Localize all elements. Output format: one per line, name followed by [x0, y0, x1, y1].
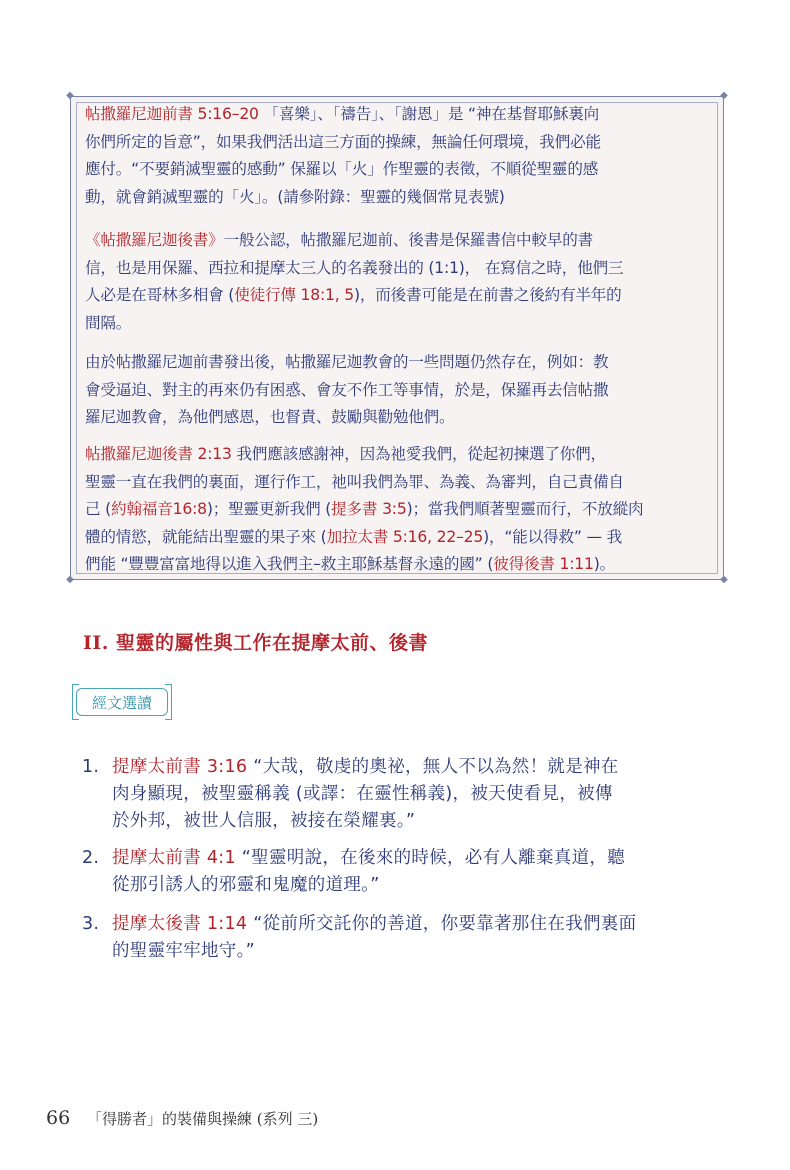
paragraph-thessalonians-first: [85, 101, 713, 211]
verse-text: 於外邦，被世人信服，被接在榮耀裏。”: [112, 811, 416, 831]
scripture-reference: 彼得後書 1:11: [493, 555, 594, 573]
verse-number: 1.: [82, 757, 100, 777]
scripture-reference: 提摩太前書 4:1: [112, 848, 236, 868]
book-title: 《帖撒羅尼迦後書》: [85, 231, 224, 249]
verse-number: 2.: [82, 848, 100, 868]
page-footer: [46, 1107, 318, 1129]
paragraph-text: 一般公認，帖撒羅尼迦前、後書是保羅書信中較早的書: [223, 231, 593, 249]
verse-text: “從前所交託你的善道，你要靠著那住在我們裏面: [247, 914, 637, 934]
scripture-reading-tag: 經文選讀: [76, 688, 168, 716]
paragraph-text: 聖靈一直在我們的裏面，運行作工，祂叫我們為罪、為義、為審判，自己責備自: [85, 472, 624, 491]
verse-item: [82, 911, 722, 967]
paragraph-text: )，而後書可能是在前書之後約有半年的: [353, 286, 622, 304]
verse-number: 3.: [82, 914, 100, 934]
verse-item: [82, 754, 722, 838]
scripture-reference: 帖撒羅尼迦前書 5:16–20: [85, 105, 264, 123]
verse-text: 的聖靈牢牢地守。”: [112, 941, 256, 961]
scripture-reference: 提摩太前書 3:16: [112, 757, 248, 777]
paragraph-text: 羅尼迦教會，為他們感恩，也督責、鼓勵與勸勉他們。: [85, 408, 455, 426]
paragraph-text: 動，就會銷滅聖靈的「火」。(請參附錄：聖靈的幾個常見表號): [85, 187, 505, 206]
paragraph-text: 人必是在哥林多相會 (: [85, 286, 235, 304]
paragraph-text: 「喜樂」、「禱告」、「謝恩」是 “神在基督耶穌裏向: [263, 105, 600, 123]
scripture-reference: 約翰福音16:8: [111, 500, 207, 518]
paragraph-text: )；聖靈更新我們 (: [206, 500, 332, 518]
corner-ornament-icon: ◆: [720, 90, 728, 101]
paragraph-thessalonians-second-intro: [85, 227, 713, 337]
scripture-reference: 帖撒羅尼迦後書 2:13: [85, 445, 232, 463]
paragraph-text: 會受逼迫、對主的再來仍有困惑、會友不作工等事情，於是，保羅再去信帖撒: [85, 380, 609, 399]
verse-text: 肉身顯現，被聖靈稱義 (或譯：在靈性稱義)，被天使看見，被傳: [112, 784, 613, 804]
paragraph-text: 信，也是用保羅、西拉和提摩太三人的名義發出的 (1:1)， 在寫信之時，他們三: [85, 258, 624, 277]
paragraph-text: 間隔。: [85, 313, 132, 332]
paragraph-text: )。: [593, 555, 616, 573]
running-title: 「得勝者」的裝備與操練 (系列 三): [86, 1110, 319, 1128]
paragraph-text: 我們應該感謝神，因為祂愛我們，從起初揀選了你們，: [231, 445, 606, 463]
paragraph-text: )；當我們順著聖靈而行，不放縱肉: [406, 500, 644, 518]
verse-text: 從那引誘人的邪靈和鬼魔的道理。”: [112, 875, 380, 895]
paragraph-text: 己 (: [85, 500, 112, 518]
verse-text: “聖靈明說，在後來的時候，必有人離棄真道，聽: [235, 848, 625, 868]
scripture-reference: 提多書 3:5: [331, 500, 407, 518]
corner-ornament-icon: ◆: [66, 574, 74, 585]
paragraph-text: )，“能以得救” — 我: [483, 527, 623, 546]
paragraph-text: 們能 “豐豐富富地得以進入我們主–救主耶穌基督永遠的國” (: [85, 555, 494, 573]
verse-text: “大哉，敬虔的奧祕，無人不以為然！就是神在: [247, 757, 619, 777]
section-heading: II. 聖靈的屬性與工作在提摩太前、後書: [83, 632, 429, 654]
corner-ornament-icon: ◆: [720, 574, 728, 585]
paragraph-background: [85, 349, 713, 432]
paragraph-thessalonians-second-verse: [85, 441, 713, 579]
summary-box: [66, 90, 728, 585]
paragraph-text: 由於帖撒羅尼迦前書發出後，帖撒羅尼迦教會的一些問題仍然存在，例如：教: [85, 353, 609, 371]
paragraph-text: 應付。“不要銷滅聖靈的感動” 保羅以「火」作聖靈的表徵，不順從聖靈的感: [85, 160, 599, 178]
page-number: 66: [46, 1107, 71, 1129]
paragraph-text: 你們所定的旨意”，如果我們活出這三方面的操練，無論任何環境，我們必能: [85, 132, 601, 151]
corner-ornament-icon: ◆: [66, 90, 74, 101]
paragraph-text: 體的情慾，就能結出聖靈的果子來 (: [85, 527, 327, 546]
scripture-reference: 使徒行傳 18:1, 5: [234, 286, 354, 304]
scripture-reference: 提摩太後書 1:14: [112, 914, 248, 934]
verse-item: [82, 845, 722, 901]
scripture-reference: 加拉太書 5:16, 22–25: [326, 527, 484, 546]
